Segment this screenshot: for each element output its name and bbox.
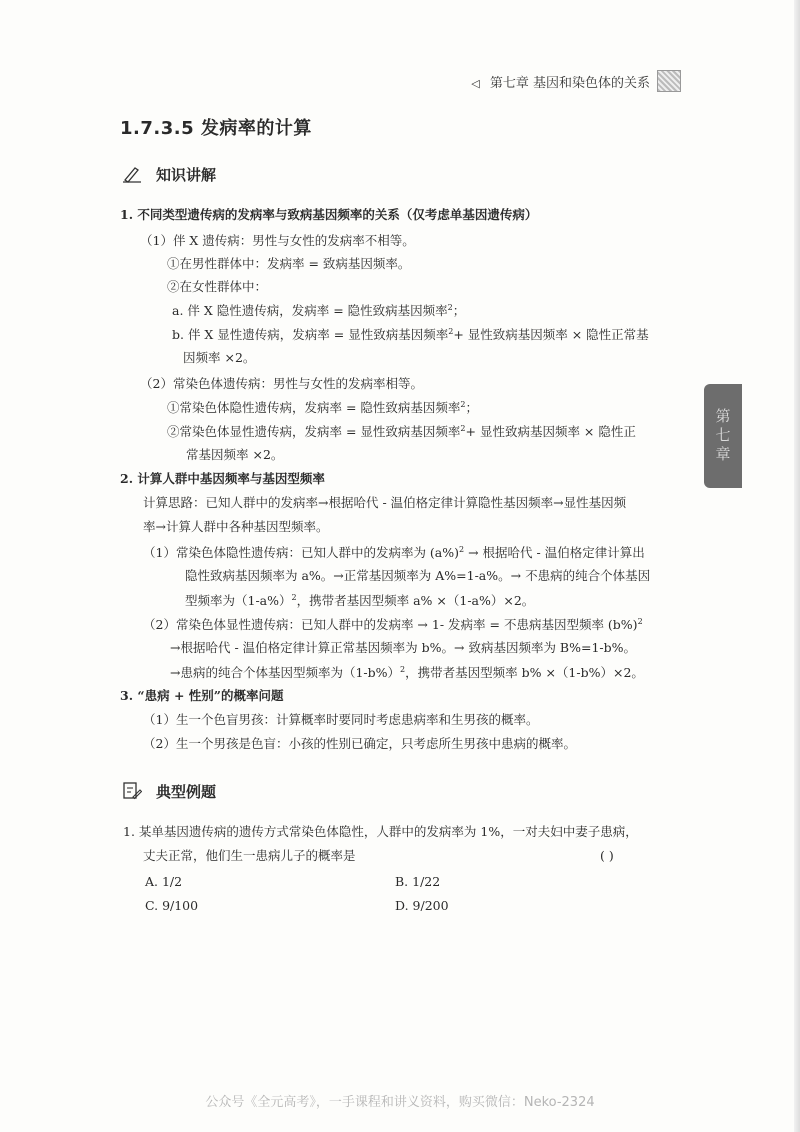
exercise-icon [122, 782, 142, 800]
examples-heading-text: 典型例题 [156, 783, 217, 801]
point-1-1b: ②在女性群体中： [167, 279, 268, 294]
point-1-2b-cont: 常基因频率 ×2。 [186, 447, 284, 462]
point-1-2: （2）常染色体遗传病：男性与女性的发病率相等。 [140, 376, 423, 391]
point-1-1b-b [172, 328, 649, 342]
answer-parentheses: ( ) [600, 848, 614, 863]
knowledge-heading-text: 知识讲解 [156, 166, 217, 184]
superscript: 2 [448, 327, 454, 336]
point-1-1b-b-text: b. 伴 X 显性遗传病，发病率 = 显性致病基因频率 [172, 327, 449, 343]
superscript: 2 [459, 545, 465, 554]
option-d[interactable]: D. 9/200 [395, 898, 449, 913]
chapter-header-text: 第七章 基因和染色体的关系 [489, 76, 650, 91]
option-c[interactable]: C. 9/100 [145, 898, 199, 913]
option-b[interactable]: B. 1/22 [395, 874, 441, 889]
footer-watermark: 公众号《全元高考》，一手课程和讲义资料，购买微信：Neko-2324 [205, 1095, 595, 1110]
point-3-2: （2）生一个男孩是色盲：小孩的性别已确定，只考虑所生男孩中患病的概率。 [143, 736, 576, 751]
point-2-2-line3 [170, 666, 644, 680]
point-2-2-line1-text: （2）常染色体显性遗传病：已知人群中的发病率 → 1- 发病率 = 不患病基因型频率 (b%) [143, 617, 638, 633]
chapter-side-tab: 第七章 [704, 384, 742, 488]
point-1-1a: ①在男性群体中：发病率 = 致病基因频率。 [167, 256, 411, 271]
pencil-note-icon [122, 165, 142, 183]
point-2-1-line3-text: 型频率为（1-a%） [185, 593, 292, 609]
point-1-1b-a: a. 伴 X 隐性遗传病，发病率 = 隐性致病基因频率$^2$； [172, 303, 466, 319]
question-1-line2: 丈夫正常，他们生一患病儿子的概率是 [143, 848, 356, 863]
left-triangle-icon: ◁ [471, 77, 480, 90]
point-3-title: 3. “患病 + 性别”的概率问题 [120, 688, 284, 703]
point-2-idea-line1: 计算思路：已知人群中的发病率→根据哈代 - 温伯格定律计算隐性基因频率→显性基因频 [143, 495, 627, 510]
question-1-line1: 1. 某单基因遗传病的遗传方式常染色体隐性，人群中的发病率为 1%，一对夫妇中妻子患病， [123, 824, 638, 839]
superscript: 2 [447, 303, 453, 312]
option-a[interactable]: A. 1/2 [145, 874, 183, 889]
point-2-2-line3-tail: ，携带者基因型频率 b% ×（1-b%）×2。 [405, 665, 644, 681]
point-1-2a-text: ①常染色体隐性遗传病，发病率 = 隐性致病基因频率 [167, 400, 461, 416]
superscript: 2 [460, 400, 466, 409]
point-2-1-line1-text: （1）常染色体隐性遗传病：已知人群中的发病率为 (a%) [143, 545, 460, 561]
point-1-2b-text: ②常染色体显性遗传病，发病率 = 显性致病基因频率 [167, 424, 461, 440]
point-2-1-line3 [185, 594, 534, 608]
point-2-1-line1 [143, 546, 645, 560]
point-3-1: （1）生一个色盲男孩：计算概率时要同时考虑患病率和生男孩的概率。 [143, 712, 539, 727]
point-1-2b [167, 425, 636, 439]
section-title: 1.7.3.5 发病率的计算 [120, 118, 312, 139]
point-2-idea-line2: 率→计算人群中各种基因型频率。 [143, 519, 329, 534]
point-1-1: （1）伴 X 遗传病：男性与女性的发病率不相等。 [140, 233, 415, 248]
examples-heading [122, 781, 216, 802]
point-2-2-line3-text: →患病的纯合个体基因型频率为（1-b%） [170, 665, 401, 681]
point-2-1-line2: 隐性致病基因频率为 a%。→正常基因频率为 A%=1-a%。→ 不患病的纯合个体基因 [185, 568, 651, 583]
page-edge-shadow [794, 0, 800, 1132]
knowledge-heading [122, 164, 216, 185]
point-2-title: 2. 计算人群中基因频率与基因型频率 [120, 471, 325, 486]
superscript: 2 [400, 665, 406, 674]
point-1-title: 1. 不同类型遗传病的发病率与致病基因频率的关系（仅考虑单基因遗传病） [120, 207, 538, 222]
point-2-2-line2: →根据哈代 - 温伯格定律计算正常基因频率为 b%。→ 致病基因频率为 B%=1-b%。 [170, 640, 637, 655]
header-decoration-icon [657, 70, 681, 92]
point-2-1-line1-tail: → 根据哈代 - 温伯格定律计算出 [468, 545, 645, 561]
point-2-2-line1 [143, 618, 643, 632]
superscript: 2 [460, 424, 466, 433]
chapter-header [471, 72, 650, 91]
point-1-1b-b-cont: 因频率 ×2。 [183, 350, 256, 365]
point-1-1b-a-text: a. 伴 X 隐性遗传病，发病率 = 隐性致病基因频率 [172, 303, 448, 319]
point-1-2b-tail: + 显性致病基因频率 × 隐性正 [465, 424, 636, 440]
superscript: 2 [291, 593, 297, 602]
point-1-1b-b-tail: + 显性致病基因频率 × 隐性正常基 [453, 327, 649, 343]
point-1-2a: ①常染色体隐性遗传病，发病率 = 隐性致病基因频率$^2$； [167, 400, 479, 416]
point-2-1-line3-tail: ，携带者基因型频率 a% ×（1-a%）×2。 [296, 593, 535, 609]
superscript: 2 [637, 617, 643, 626]
